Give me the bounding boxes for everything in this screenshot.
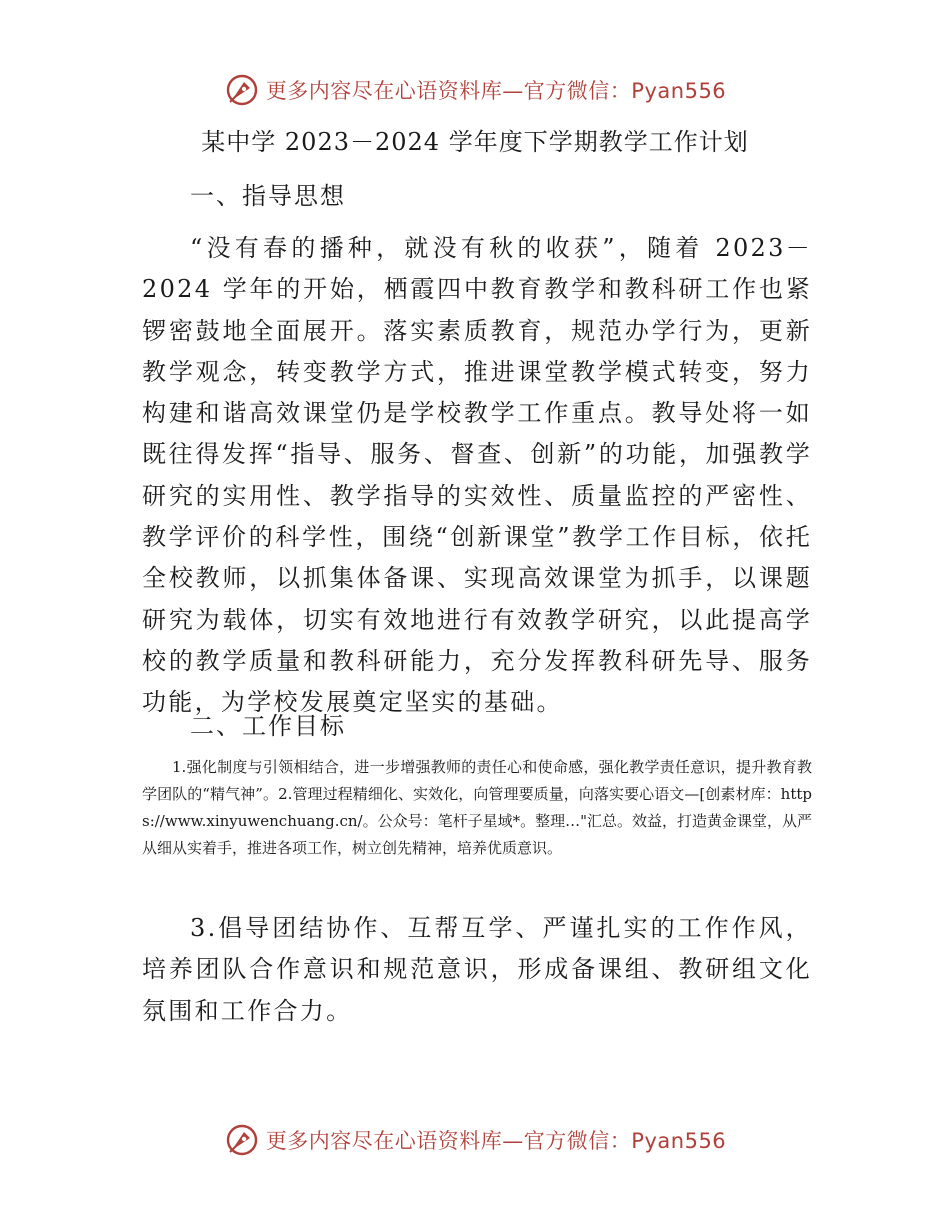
watermark-text: 更多内容尽在心语资料库—官方微信：Pyan556 bbox=[265, 79, 727, 103]
watermark-text: 更多内容尽在心语资料库—官方微信：Pyan556 bbox=[265, 1129, 727, 1153]
header-watermark-banner bbox=[0, 70, 950, 110]
document-title: 某中学 2023－2024 学年度下学期教学工作计划 bbox=[201, 128, 749, 156]
work-goals-small-paragraph: 1.强化制度与引领相结合，进一步增强教师的责任心和使命感，强化教学责任意识，提升教育教学团队的“精气神”。2.管理过程精细化、实效化，向管理要质量，向落实要心语文—[创素材库：https://www.xinyuwenchuang.cn/。公众号：笔杆子星域*。整理…"汇总。效益，打造黄金课堂，从严从细从实着手，推进各项工作，树立创先精神，培养优质意识。 bbox=[142, 758, 813, 857]
section-heading-guiding-ideology: 一、指导思想 bbox=[190, 182, 346, 210]
pen-nib-logo-icon bbox=[224, 1122, 260, 1158]
pen-nib-logo-icon bbox=[224, 72, 260, 108]
work-goals-item-3: 3.倡导团结协作、互帮互学、严谨扎实的工作作风，培养团队合作意识和规范意识，形成备课组、教研组文化氛围和工作合力。 bbox=[142, 914, 812, 1025]
footer-watermark-banner bbox=[0, 1120, 950, 1160]
guiding-ideology-paragraph: “没有春的播种，就没有秋的收获”，随着 2023－2024 学年的开始，栖霞四中教育教学和教科研工作也紧锣密鼓地全面展开。落实素质教育，规范办学行为，更新教学观念，转变教学方式，推进课堂教学模式转变，努力构建和谐高效课堂仍是学校教学工作重点。教导处将一如既往得发挥“指导、服务、督查、创新”的功能，加强教学研究的实用性、教学指导的实效性、质量监控的严密性、教学评价的科学性，围绕“创新课堂”教学工作目标，依托全校教师，以抓集体备课、实现高效课堂为抓手，以课题研究为载体，切实有效地进行有效教学研究，以此提高学校的教学质量和教科研能力，充分发挥教科研先导、服务功能，为学校发展奠定坚实的基础。 bbox=[142, 234, 812, 717]
section-heading-work-goals: 二、工作目标 bbox=[190, 712, 346, 740]
